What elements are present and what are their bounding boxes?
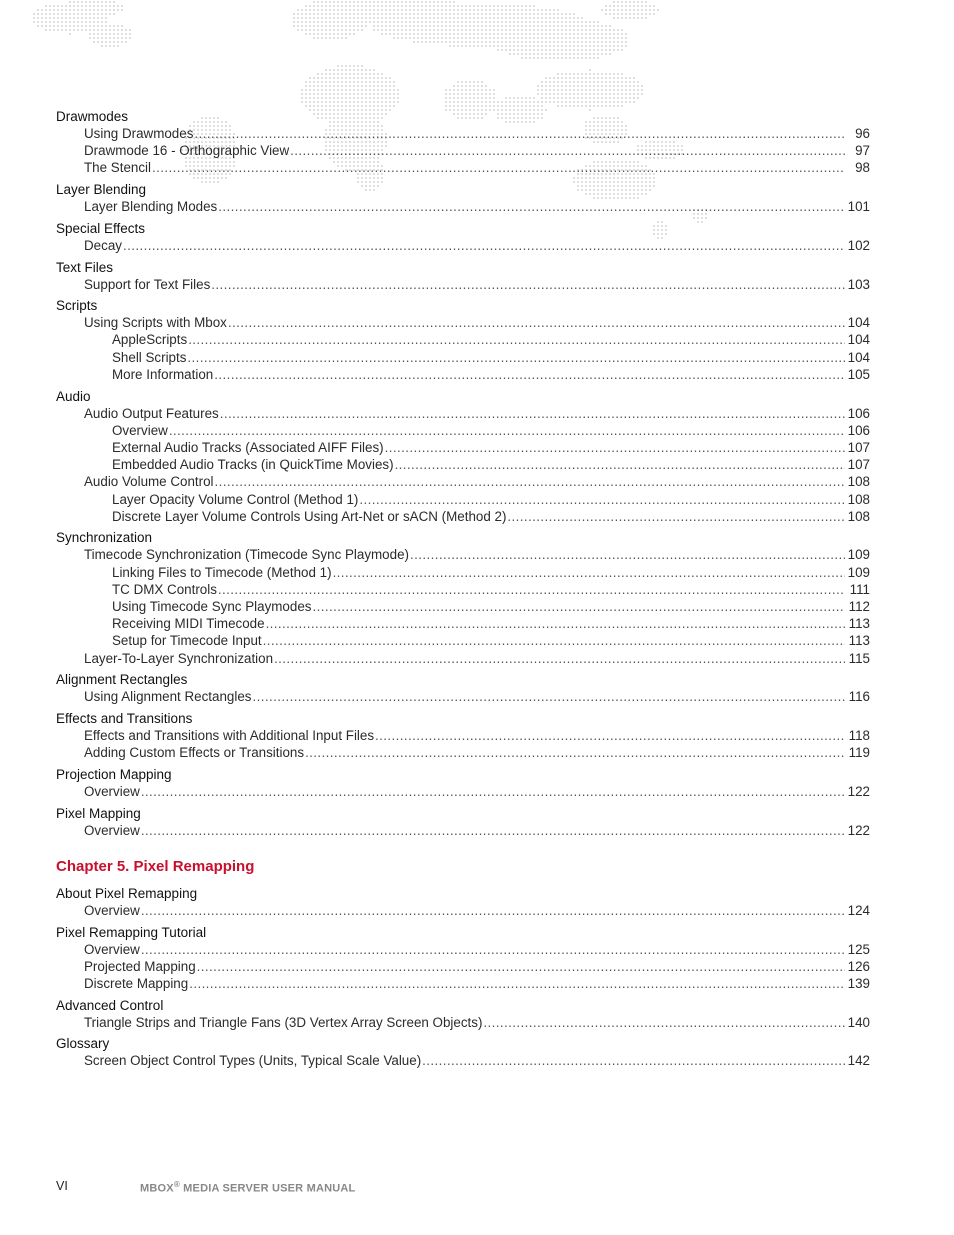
toc-entry-page: 122 bbox=[847, 822, 870, 838]
toc-entry-page: 113 bbox=[848, 616, 870, 632]
toc-entry[interactable] bbox=[56, 366, 870, 383]
toc-entry-title: Linking Files to Timecode (Method 1) bbox=[112, 564, 332, 580]
toc-entry[interactable] bbox=[56, 198, 870, 215]
toc-entry[interactable] bbox=[56, 941, 870, 958]
dot-leader bbox=[169, 422, 845, 439]
toc-entry-title: Overview bbox=[84, 822, 140, 838]
toc-entry-page: 140 bbox=[847, 1014, 870, 1030]
dot-leader bbox=[123, 237, 845, 254]
table-of-contents bbox=[56, 108, 870, 1070]
dot-leader bbox=[152, 159, 845, 176]
dot-leader bbox=[312, 598, 845, 615]
toc-entry-title: Layer-To-Layer Synchronization bbox=[84, 650, 274, 666]
registered-mark: ® bbox=[173, 1180, 180, 1189]
toc-entry-title: Audio Output Features bbox=[84, 405, 219, 421]
toc-entry-title: Overview bbox=[84, 783, 140, 799]
toc-entry-title: Discrete Layer Volume Controls Using Art-Net or sACN (Method 2) bbox=[112, 508, 507, 524]
footer-page-number: VI bbox=[56, 1179, 68, 1193]
toc-entry-title: Decay bbox=[84, 237, 122, 253]
toc-entry-page: 108 bbox=[847, 474, 870, 490]
toc-entry[interactable] bbox=[56, 276, 870, 293]
toc-entry[interactable] bbox=[56, 331, 870, 348]
toc-entry[interactable] bbox=[56, 688, 870, 705]
toc-entry-page: 113 bbox=[848, 633, 870, 649]
dot-leader bbox=[274, 650, 845, 667]
toc-entry-page: 106 bbox=[847, 405, 870, 421]
dot-leader bbox=[141, 902, 845, 919]
toc-entry-page: 98 bbox=[855, 160, 870, 176]
toc-entry-page: 105 bbox=[847, 366, 870, 382]
toc-entry-page: 118 bbox=[848, 728, 870, 744]
toc-entry[interactable] bbox=[56, 508, 870, 525]
toc-entry-title: Overview bbox=[84, 941, 140, 957]
toc-entry-page: 101 bbox=[847, 199, 870, 215]
toc-entry[interactable] bbox=[56, 159, 870, 176]
toc-entry[interactable] bbox=[56, 822, 870, 839]
toc-entry-page: 125 bbox=[847, 941, 870, 957]
toc-entry[interactable] bbox=[56, 546, 870, 563]
toc-entry-title: Using Timecode Sync Playmodes bbox=[112, 599, 312, 615]
toc-entry-page: 97 bbox=[855, 143, 870, 159]
toc-entry[interactable] bbox=[56, 975, 870, 992]
toc-section-title[interactable]: Glossary bbox=[56, 1036, 110, 1052]
dot-leader bbox=[194, 125, 845, 142]
toc-entry-title: Adding Custom Effects or Transitions bbox=[84, 745, 305, 761]
toc-section-title[interactable]: Alignment Rectangles bbox=[56, 672, 188, 688]
toc-entry-page: 96 bbox=[855, 126, 870, 141]
toc-entry[interactable] bbox=[56, 581, 870, 598]
dot-leader bbox=[218, 198, 844, 215]
toc-section-title[interactable]: Scripts bbox=[56, 298, 98, 314]
toc-entry-title: Using Drawmodes bbox=[84, 126, 194, 141]
toc-entry-page: 111 bbox=[849, 581, 870, 597]
dot-leader bbox=[359, 491, 844, 508]
toc-entry-page: 119 bbox=[848, 745, 870, 761]
toc-entry[interactable] bbox=[56, 598, 870, 615]
toc-entry[interactable] bbox=[56, 564, 870, 581]
toc-entry-page: 104 bbox=[847, 332, 870, 348]
toc-entry[interactable] bbox=[56, 439, 870, 456]
toc-entry-title: The Stencil bbox=[84, 160, 151, 176]
toc-entry[interactable] bbox=[56, 349, 870, 366]
dot-leader bbox=[507, 508, 844, 525]
toc-entry-page: 104 bbox=[847, 315, 870, 331]
dot-leader bbox=[305, 744, 845, 761]
toc-entry-title: External Audio Tracks (Associated AIFF Files) bbox=[112, 439, 384, 455]
toc-section-title[interactable]: Pixel Remapping Tutorial bbox=[56, 924, 207, 940]
toc-entry[interactable] bbox=[56, 902, 870, 919]
dot-leader bbox=[211, 276, 844, 293]
toc-entry[interactable] bbox=[56, 1052, 870, 1069]
toc-entry[interactable] bbox=[56, 491, 870, 508]
toc-entry[interactable] bbox=[56, 473, 870, 490]
toc-section-title[interactable]: Advanced Control bbox=[56, 997, 164, 1013]
toc-entry[interactable] bbox=[56, 237, 870, 254]
chapter-heading: Chapter 5. Pixel Remapping bbox=[56, 857, 255, 875]
toc-entry-page: 107 bbox=[847, 439, 870, 455]
toc-entry-title: Audio Volume Control bbox=[84, 474, 214, 490]
toc-entry-page: 108 bbox=[847, 508, 870, 524]
dot-leader bbox=[220, 405, 845, 422]
toc-entry-page: 139 bbox=[847, 976, 870, 991]
dot-leader bbox=[141, 783, 845, 800]
toc-entry-title: Setup for Timecode Input bbox=[112, 633, 262, 649]
toc-entry[interactable] bbox=[56, 744, 870, 761]
toc-entry-page: 116 bbox=[848, 689, 870, 705]
toc-entry[interactable] bbox=[56, 314, 870, 331]
toc-entry-title: Effects and Transitions with Additional Input Files bbox=[84, 728, 375, 744]
toc-entry-title: Projected Mapping bbox=[84, 958, 196, 974]
toc-entry-title: TC DMX Controls bbox=[112, 581, 217, 597]
dot-leader bbox=[188, 331, 844, 348]
toc-entry-page: 122 bbox=[847, 783, 870, 799]
toc-entry-page: 142 bbox=[847, 1053, 870, 1069]
toc-entry-title: Layer Opacity Volume Control (Method 1) bbox=[112, 491, 359, 507]
toc-entry[interactable] bbox=[56, 632, 870, 649]
toc-entry[interactable] bbox=[56, 125, 870, 142]
toc-part-chapter-4 bbox=[56, 108, 870, 839]
toc-entry-page: 106 bbox=[847, 422, 870, 438]
toc-entry-title: AppleScripts bbox=[112, 332, 188, 348]
toc-entry-title: Screen Object Control Types (Units, Typical Scale Value) bbox=[84, 1053, 422, 1069]
dot-leader bbox=[410, 546, 845, 563]
toc-part-chapter-5 bbox=[56, 885, 870, 1070]
toc-entry-page: 126 bbox=[847, 958, 870, 974]
toc-entry-title: Receiving MIDI Timecode bbox=[112, 616, 265, 632]
dot-leader bbox=[263, 632, 845, 649]
dot-leader bbox=[141, 941, 845, 958]
toc-entry-title: Embedded Audio Tracks (in QuickTime Movies) bbox=[112, 457, 394, 473]
footer-manual-title bbox=[140, 1180, 355, 1195]
toc-entry[interactable] bbox=[56, 142, 870, 159]
toc-section-title[interactable]: Synchronization bbox=[56, 530, 153, 546]
dot-leader bbox=[218, 581, 845, 598]
toc-entry-page: 109 bbox=[847, 564, 870, 580]
toc-entry-title: Overview bbox=[112, 422, 168, 438]
dot-leader bbox=[395, 456, 845, 473]
toc-section-title[interactable]: Drawmodes bbox=[56, 109, 129, 124]
toc-entry-title: Using Scripts with Mbox bbox=[84, 315, 227, 331]
toc-entry-title: Drawmode 16 - Orthographic View bbox=[84, 143, 290, 159]
dot-leader bbox=[215, 473, 845, 490]
toc-entry-title: Discrete Mapping bbox=[84, 976, 189, 991]
toc-entry-title: Layer Blending Modes bbox=[84, 199, 218, 215]
toc-entry[interactable] bbox=[56, 1014, 870, 1031]
dot-leader bbox=[189, 975, 844, 992]
toc-section-title[interactable]: Effects and Transitions bbox=[56, 711, 193, 727]
toc-entry-title: Overview bbox=[84, 902, 140, 918]
dot-leader bbox=[141, 822, 845, 839]
dot-leader bbox=[228, 314, 845, 331]
toc-entry-page: 108 bbox=[847, 491, 870, 507]
dot-leader bbox=[252, 688, 845, 705]
dot-leader bbox=[197, 958, 845, 975]
dot-leader bbox=[483, 1014, 844, 1031]
dot-leader bbox=[214, 366, 844, 383]
toc-section-title[interactable]: Audio bbox=[56, 388, 91, 404]
toc-entry[interactable] bbox=[56, 405, 870, 422]
toc-entry[interactable] bbox=[56, 727, 870, 744]
toc-entry-title: Support for Text Files bbox=[84, 276, 211, 292]
footer-manual-subtitle: MEDIA SERVER USER MANUAL bbox=[179, 1182, 356, 1195]
toc-entry-title: Using Alignment Rectangles bbox=[84, 689, 252, 705]
dot-leader bbox=[333, 564, 845, 581]
toc-entry-page: 115 bbox=[848, 650, 870, 666]
footer-manual-name: MBOX bbox=[140, 1182, 174, 1195]
toc-entry[interactable] bbox=[56, 650, 870, 667]
dot-leader bbox=[422, 1052, 845, 1069]
toc-entry-title: Shell Scripts bbox=[112, 349, 187, 365]
toc-section-title[interactable]: Projection Mapping bbox=[56, 766, 172, 782]
toc-entry-page: 104 bbox=[847, 349, 870, 365]
toc-entry-page: 102 bbox=[847, 237, 870, 253]
toc-entry[interactable] bbox=[56, 422, 870, 439]
toc-entry[interactable] bbox=[56, 456, 870, 473]
toc-entry[interactable] bbox=[56, 783, 870, 800]
dot-leader bbox=[266, 615, 845, 632]
toc-entry-title: More Information bbox=[112, 366, 214, 382]
toc-entry-page: 103 bbox=[847, 276, 870, 292]
toc-entry[interactable] bbox=[56, 958, 870, 975]
toc-section-title[interactable]: Text Files bbox=[56, 259, 114, 275]
dot-leader bbox=[187, 349, 844, 366]
toc-entry-page: 107 bbox=[847, 457, 870, 473]
toc-entry-page: 124 bbox=[847, 902, 870, 918]
dot-leader bbox=[385, 439, 845, 456]
toc-section-title[interactable]: Pixel Mapping bbox=[56, 805, 141, 821]
toc-entry-page: 109 bbox=[847, 547, 870, 563]
toc-section-title[interactable]: About Pixel Remapping bbox=[56, 885, 198, 901]
toc-section-title[interactable]: Special Effects bbox=[56, 220, 146, 236]
toc-entry[interactable] bbox=[56, 615, 870, 632]
dot-leader bbox=[290, 142, 845, 159]
dot-leader bbox=[375, 727, 845, 744]
toc-entry-title: Timecode Synchronization (Timecode Sync Playmode) bbox=[84, 547, 409, 563]
toc-entry-title: Triangle Strips and Triangle Fans (3D Vertex Array Screen Objects) bbox=[84, 1014, 483, 1030]
toc-section-title[interactable]: Layer Blending bbox=[56, 182, 147, 198]
toc-entry-page: 112 bbox=[848, 599, 870, 615]
